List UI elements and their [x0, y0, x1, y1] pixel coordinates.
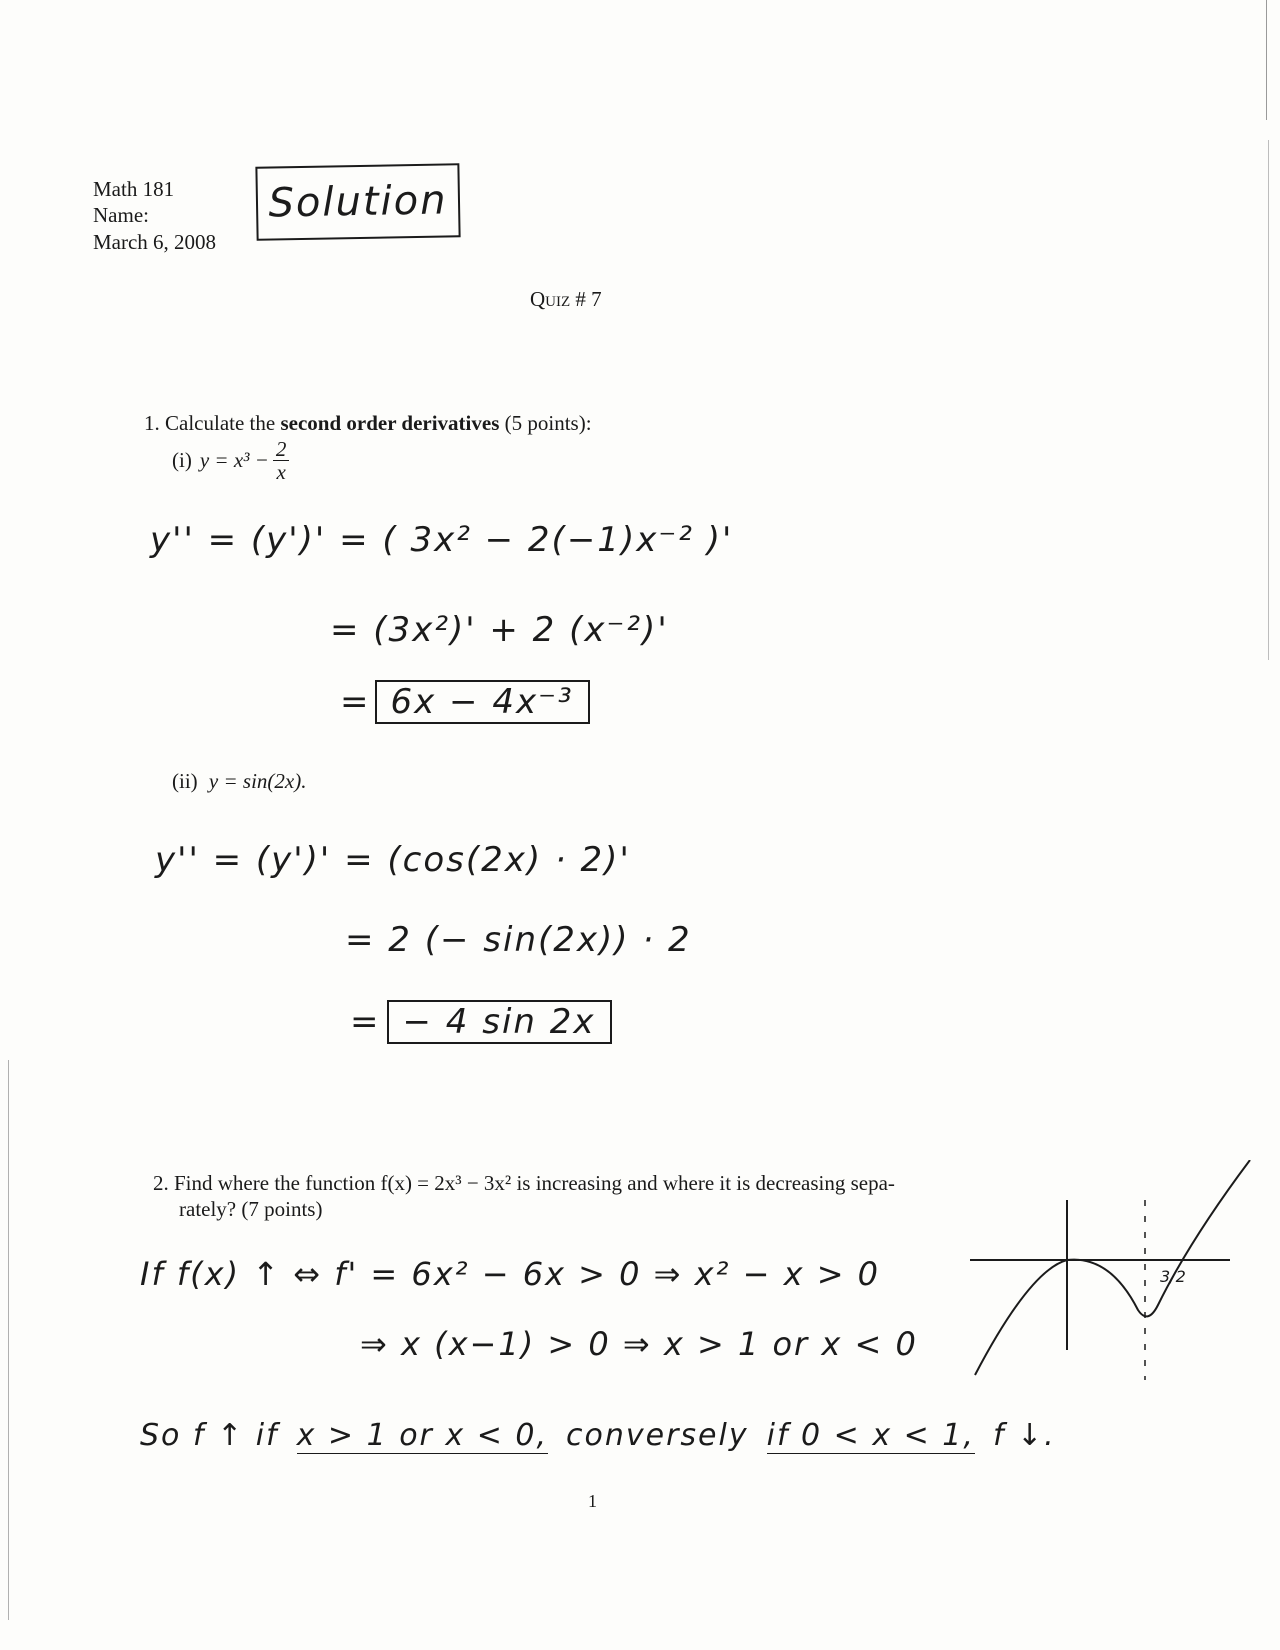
- fraction-denominator: x: [276, 460, 286, 485]
- q2-function-sketch: [960, 1160, 1260, 1390]
- q1-i-work-line3: [340, 680, 590, 724]
- quiz-date: March 6, 2008: [93, 229, 217, 254]
- q2-prompt: [153, 1170, 1073, 1223]
- equals-sign: =: [340, 682, 371, 722]
- q1-part-ii-label: (ii): [172, 769, 198, 793]
- q2-work-line1: If f(x) ↑ ⇔ f' = 6x² − 6x > 0 ⇒ x² − x > 0: [140, 1255, 881, 1293]
- q1-part-ii-expr: y = sin(2x).: [208, 769, 307, 793]
- q2-number: 2.: [153, 1171, 169, 1195]
- q2-conclusion: [140, 1418, 1056, 1454]
- sketch-label: 3/2: [1160, 1267, 1186, 1286]
- q1-i-answer-box: 6x − 4x⁻³: [375, 680, 590, 724]
- q2-work-line2: ⇒ x (x−1) > 0 ⇒ x > 1 or x < 0: [360, 1325, 918, 1363]
- conclusion-part-e: f ↓.: [992, 1418, 1056, 1453]
- equals-sign: =: [350, 1002, 381, 1042]
- q1-i-work-line2: = (3x²)' + 2 (x⁻²)': [330, 610, 669, 650]
- q1-prompt-bold: second order derivatives: [280, 411, 500, 435]
- scan-edge-line: [1268, 140, 1269, 660]
- q1-ii-work-line1: y'' = (y')' = (cos(2x) · 2)': [155, 840, 631, 880]
- q1-ii-work-line3: [350, 1000, 612, 1044]
- q2-prompt-line1: [153, 1170, 1073, 1196]
- q2-prompt-line2: rately? (7 points): [179, 1197, 323, 1222]
- q1-part-i-expr: y = x³ −: [199, 448, 269, 473]
- header-block: [93, 176, 216, 255]
- q1-ii-answer-box: − 4 sin 2x: [387, 1000, 612, 1044]
- q1-part-i: [172, 438, 289, 483]
- page-number: 1: [588, 1491, 597, 1511]
- q1-prompt-post: (5 points):: [499, 411, 592, 435]
- q1-prompt-pre: Calculate the: [165, 411, 281, 435]
- conclusion-part-d: if 0 < x < 1,: [766, 1418, 975, 1453]
- name-label: Name:: [93, 203, 149, 228]
- q1-number: 1.: [144, 411, 160, 435]
- fraction-numerator: 2: [273, 438, 290, 461]
- solution-stamp-text: Solution: [268, 177, 448, 227]
- q1-prompt: [144, 410, 592, 436]
- q1-i-work-line1: y'' = (y')' = ( 3x² − 2(−1)x⁻² )': [150, 520, 734, 560]
- q1-part-i-label: (i): [172, 448, 192, 473]
- scan-edge-line: [1266, 0, 1267, 120]
- quiz-title: Quiz # 7: [530, 287, 602, 311]
- q1-part-ii: [172, 768, 306, 794]
- q2-prompt-text: Find where the function f(x) = 2x³ − 3x² is increasing and where it is decreasing sepa-: [174, 1171, 895, 1195]
- conclusion-part-a: So f ↑ if: [140, 1418, 279, 1453]
- sketch-curve: [975, 1160, 1250, 1375]
- q1-part-i-fraction: [273, 438, 290, 483]
- course-name: Math 181: [93, 177, 175, 201]
- conclusion-part-b: x > 1 or x < 0,: [296, 1418, 549, 1453]
- scan-edge-line: [8, 1060, 9, 1620]
- q1-ii-work-line2: = 2 (− sin(2x)) · 2: [345, 920, 692, 960]
- solution-stamp: [255, 163, 460, 241]
- conclusion-part-c: conversely: [566, 1418, 749, 1453]
